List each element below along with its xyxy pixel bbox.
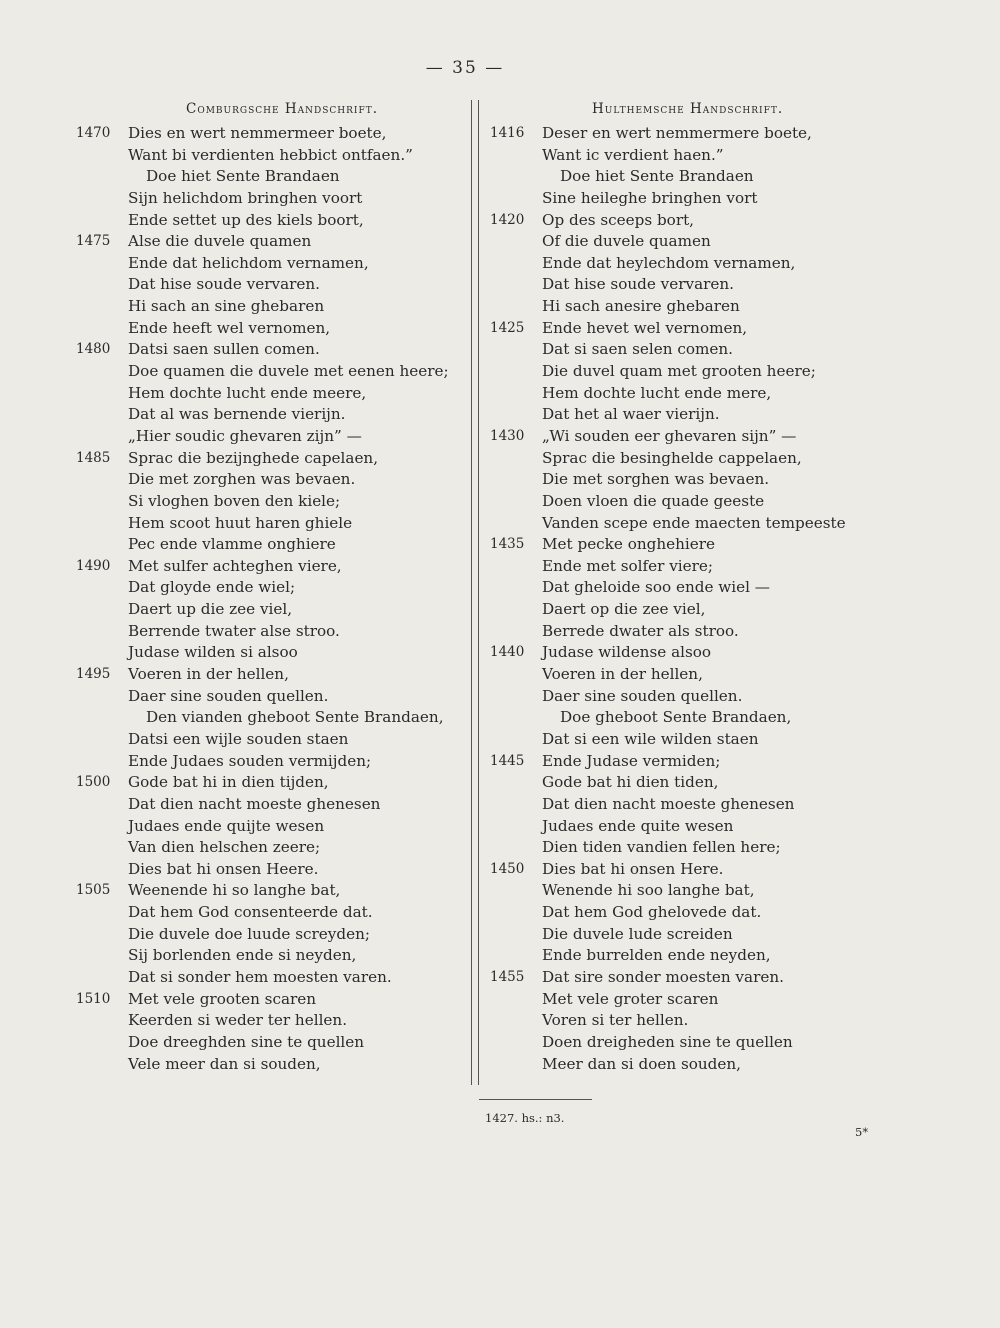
verse-text: Van dien helschen zeere;: [128, 838, 321, 857]
verse-text: Ende burrelden ende neyden,: [542, 946, 771, 965]
verse-text: Met sulfer achteghen viere,: [128, 556, 342, 575]
verse-line: [0, 469, 470, 491]
verse-line: [478, 123, 998, 145]
verse-line: [0, 166, 470, 188]
verse-line: [0, 383, 470, 405]
verse-text: Hi sach anesire ghebaren: [542, 297, 740, 316]
verse-text: Pec ende vlamme onghiere: [128, 535, 336, 554]
verse-text: Daer sine souden quellen.: [542, 686, 743, 705]
verse-line: [0, 837, 470, 859]
verse-line: [478, 556, 998, 578]
right-column: [478, 123, 998, 1075]
verse-line: [478, 426, 998, 448]
verse-line: [478, 989, 998, 1011]
verse-line: [478, 274, 998, 296]
verse-line: [478, 404, 998, 426]
verse-line: [478, 642, 998, 664]
verse-text: Daert up die zee viel,: [128, 600, 293, 619]
verse-text: Dat sire sonder moesten varen.: [542, 967, 784, 986]
verse-line: [0, 794, 470, 816]
line-number: 1500: [76, 774, 111, 791]
verse-line: [0, 253, 470, 275]
verse-text: Datsi een wijle souden staen: [128, 729, 349, 748]
verse-text: Hi sach an sine ghebaren: [128, 297, 325, 316]
verse-text: Sine heileghe bringhen vort: [542, 188, 758, 207]
verse-text: Judase wilden si alsoo: [128, 643, 298, 662]
verse-text: Of die duvele quamen: [542, 232, 711, 251]
verse-line: [0, 599, 470, 621]
verse-line: [0, 318, 470, 340]
line-number: 1490: [76, 557, 111, 574]
verse-text: Ende Judaes souden vermijden;: [128, 751, 372, 770]
verse-line: [0, 556, 470, 578]
verse-line: [0, 145, 470, 167]
verse-text: Meer dan si doen souden,: [542, 1054, 741, 1073]
verse-text: Dat het al waer vierijn.: [542, 405, 720, 424]
verse-text: Die met zorghen was bevaen.: [128, 470, 356, 489]
verse-line: [0, 210, 470, 232]
verse-line: [0, 924, 470, 946]
verse-text: Dat hise soude vervaren.: [128, 275, 320, 294]
line-number: 1485: [76, 449, 111, 466]
verse-line: [478, 621, 998, 643]
verse-text: Die duvel quam met grooten heere;: [542, 362, 816, 381]
verse-line: [0, 859, 470, 881]
left-column-heading: Comburgsche Handschrift.: [186, 101, 378, 117]
verse-text: Doe hiet Sente Brandaen: [560, 167, 754, 186]
verse-text: Deser en wert nemmermere boete,: [542, 124, 812, 142]
verse-line: [478, 967, 998, 989]
verse-text: Dat gheloide soo ende wiel —: [542, 578, 770, 597]
verse-text: Dat al was bernende vierijn.: [128, 405, 346, 424]
verse-text: Gode bat hi in dien tijden,: [128, 773, 329, 792]
verse-text: Judaes ende quite wesen: [542, 816, 734, 835]
line-number: 1495: [76, 666, 111, 683]
verse-line: [478, 318, 998, 340]
verse-text: Hem dochte lucht ende meere,: [128, 383, 367, 402]
page-number: — 35 —: [425, 58, 505, 78]
verse-text: Met vele groter scaren: [542, 989, 719, 1008]
verse-line: [0, 945, 470, 967]
verse-line: [0, 1054, 470, 1076]
verse-line: [478, 448, 998, 470]
line-number: 1435: [490, 536, 525, 553]
verse-text: Gode bat hi dien tiden,: [542, 773, 719, 792]
verse-text: Vele meer dan si souden,: [128, 1054, 321, 1073]
verse-text: Want ic verdient haen.”: [542, 145, 724, 164]
line-number: 1455: [490, 968, 525, 985]
verse-line: [478, 859, 998, 881]
verse-text: Keerden si weder ter hellen.: [128, 1011, 348, 1030]
verse-line: [478, 729, 998, 751]
verse-text: Si vloghen boven den kiele;: [128, 491, 341, 510]
footnote: 1427. hs.: n3.: [485, 1111, 565, 1125]
verse-text: Hem scoot huut haren ghiele: [128, 513, 353, 532]
verse-line: [0, 1032, 470, 1054]
verse-text: Wenende hi soo langhe bat,: [542, 881, 755, 900]
verse-text: Voeren in der hellen,: [128, 665, 289, 684]
verse-line: [478, 772, 998, 794]
verse-line: [0, 707, 470, 729]
verse-text: Vanden scepe ende maecten tempeeste: [542, 513, 846, 532]
verse-text: Die duvele lude screiden: [542, 924, 733, 943]
verse-text: Dat gloyde ende wiel;: [128, 578, 296, 597]
verse-text: Sprac die besinghelde cappelaen,: [542, 448, 802, 467]
verse-line: [478, 880, 998, 902]
verse-text: Voren si ter hellen.: [542, 1011, 689, 1030]
verse-line: [478, 253, 998, 275]
verse-text: Daer sine souden quellen.: [128, 686, 329, 705]
verse-text: Doe quamen die duvele met eenen heere;: [128, 362, 449, 381]
verse-line: [0, 188, 470, 210]
verse-line: [478, 469, 998, 491]
verse-line: [478, 166, 998, 188]
verse-text: Daert op die zee viel,: [542, 600, 706, 619]
verse-line: [0, 123, 470, 145]
verse-line: [0, 751, 470, 773]
verse-text: Dat hem God ghelovede dat.: [542, 903, 762, 922]
verse-line: [0, 491, 470, 513]
verse-text: Alse die duvele quamen: [128, 232, 312, 251]
verse-text: Den vianden gheboot Sente Brandaen,: [146, 708, 444, 727]
verse-text: Doe hiet Sente Brandaen: [146, 167, 340, 186]
verse-text: Dies bat hi onsen Here.: [542, 859, 724, 878]
verse-text: Berrende twater alse stroo.: [128, 621, 340, 640]
verse-line: [478, 188, 998, 210]
verse-line: [0, 967, 470, 989]
verse-text: Hem dochte lucht ende mere,: [542, 383, 772, 402]
verse-text: „Hier soudic ghevaren zijn” —: [128, 426, 362, 445]
verse-line: [478, 902, 998, 924]
verse-text: Ende met solfer viere;: [542, 556, 714, 575]
verse-line: [0, 686, 470, 708]
verse-text: Weenende hi so langhe bat,: [128, 881, 341, 900]
verse-text: Dat dien nacht moeste ghenesen: [542, 794, 795, 813]
verse-text: Ende dat heylechdom vernamen,: [542, 253, 796, 272]
verse-line: [0, 577, 470, 599]
verse-line: [0, 642, 470, 664]
verse-line: [0, 664, 470, 686]
verse-line: [478, 1032, 998, 1054]
verse-line: [478, 707, 998, 729]
verse-line: [478, 945, 998, 967]
verse-line: [0, 534, 470, 556]
verse-line: [0, 880, 470, 902]
verse-line: [0, 816, 470, 838]
verse-line: [0, 448, 470, 470]
verse-line: [0, 426, 470, 448]
verse-line: [0, 621, 470, 643]
verse-text: Doen vloen die quade geeste: [542, 491, 765, 510]
verse-text: Dat hem God consenteerde dat.: [128, 903, 373, 922]
verse-text: Ende dat helichdom vernamen,: [128, 253, 369, 272]
verse-line: [478, 577, 998, 599]
verse-line: [0, 729, 470, 751]
verse-line: [0, 296, 470, 318]
verse-line: [478, 924, 998, 946]
verse-text: Doen dreigheden sine te quellen: [542, 1032, 793, 1051]
verse-line: [478, 383, 998, 405]
verse-text: Sprac die bezijnghede capelaen,: [128, 448, 379, 467]
line-number: 1470: [76, 125, 111, 141]
verse-line: [478, 296, 998, 318]
verse-text: Dat hise soude vervaren.: [542, 275, 734, 294]
verse-text: Dat si een wile wilden staen: [542, 729, 759, 748]
verse-text: Doe dreeghden sine te quellen: [128, 1032, 365, 1051]
verse-line: [478, 664, 998, 686]
verse-line: [478, 361, 998, 383]
verse-line: [478, 837, 998, 859]
verse-text: Ende Judase vermiden;: [542, 751, 721, 770]
verse-line: [0, 361, 470, 383]
verse-line: [478, 1010, 998, 1032]
verse-text: Datsi saen sullen comen.: [128, 340, 320, 359]
verse-line: [0, 339, 470, 361]
verse-line: [0, 902, 470, 924]
line-number: 1475: [76, 233, 111, 250]
verse-line: [0, 989, 470, 1011]
verse-line: [478, 794, 998, 816]
signature-mark: 5*: [855, 1125, 869, 1139]
verse-line: [478, 145, 998, 167]
line-number: 1416: [490, 125, 525, 141]
verse-text: Sij borlenden ende si neyden,: [128, 946, 357, 965]
verse-line: [478, 513, 998, 535]
right-column-heading: Hulthemsche Handschrift.: [592, 101, 784, 117]
verse-text: Dies en wert nemmermeer boete,: [128, 124, 387, 142]
line-number: 1445: [490, 752, 525, 769]
verse-line: [478, 231, 998, 253]
verse-text: Voeren in der hellen,: [542, 665, 703, 684]
verse-text: Die met sorghen was bevaen.: [542, 470, 770, 489]
verse-text: Doe gheboot Sente Brandaen,: [560, 708, 792, 727]
verse-text: Met pecke onghehiere: [542, 535, 715, 554]
line-number: 1420: [490, 211, 525, 228]
left-column: [0, 123, 470, 1075]
verse-line: [478, 534, 998, 556]
line-number: 1510: [76, 990, 111, 1007]
line-number: 1450: [490, 860, 525, 877]
verse-line: [478, 686, 998, 708]
verse-text: Ende heeft wel vernomen,: [128, 318, 331, 337]
verse-text: Dat dien nacht moeste ghenesen: [128, 794, 381, 813]
verse-text: „Wi souden eer ghevaren sijn” —: [542, 426, 797, 445]
verse-line: [0, 772, 470, 794]
verse-text: Met vele grooten scaren: [128, 989, 317, 1008]
verse-line: [0, 231, 470, 253]
verse-text: Op des sceeps bort,: [542, 210, 695, 229]
verse-line: [478, 751, 998, 773]
footnote-rule: [479, 1099, 592, 1100]
verse-text: Judaes ende quijte wesen: [128, 816, 325, 835]
verse-text: Want bi verdienten hebbict ontfaen.”: [128, 145, 413, 164]
verse-line: [478, 491, 998, 513]
verse-text: Die duvele doe luude screyden;: [128, 924, 370, 943]
verse-text: Ende settet up des kiels boort,: [128, 210, 364, 229]
verse-line: [478, 210, 998, 232]
line-number: 1430: [490, 427, 525, 444]
verse-line: [478, 339, 998, 361]
verse-text: Sijn helichdom bringhen voort: [128, 188, 363, 207]
verse-line: [478, 1054, 998, 1076]
verse-text: Dies bat hi onsen Heere.: [128, 859, 319, 878]
verse-text: Judase wildense alsoo: [542, 643, 712, 662]
verse-text: Dat si sonder hem moesten varen.: [128, 967, 392, 986]
line-number: 1480: [76, 341, 111, 358]
verse-line: [0, 1010, 470, 1032]
verse-text: Dien tiden vandien fellen here;: [542, 838, 781, 857]
verse-text: Ende hevet wel vernomen,: [542, 318, 748, 337]
verse-line: [478, 599, 998, 621]
line-number: 1505: [76, 882, 111, 899]
verse-text: Berrede dwater als stroo.: [542, 621, 739, 640]
verse-text: Dat si saen selen comen.: [542, 340, 733, 359]
verse-line: [478, 816, 998, 838]
line-number: 1425: [490, 319, 525, 336]
verse-line: [0, 513, 470, 535]
verse-line: [0, 274, 470, 296]
line-number: 1440: [490, 644, 525, 661]
verse-line: [0, 404, 470, 426]
